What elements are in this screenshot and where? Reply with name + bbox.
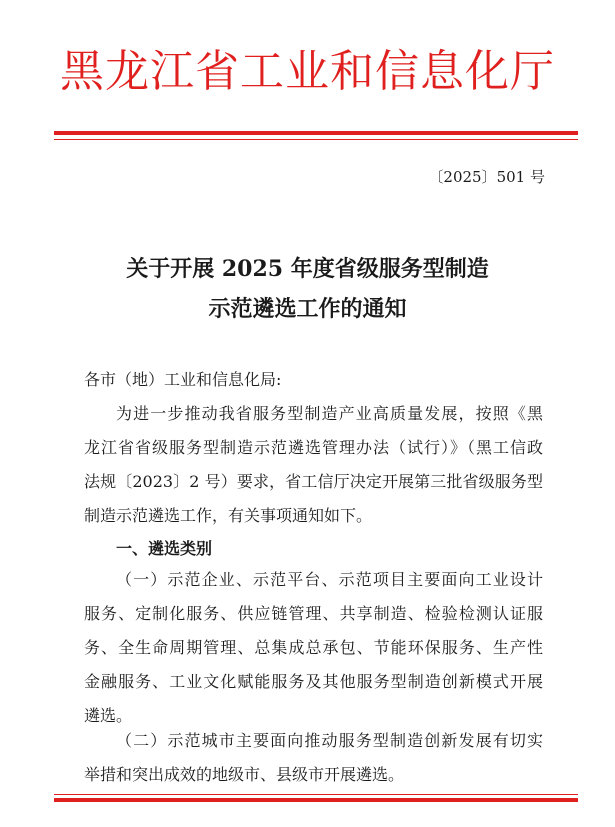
item-1-line: 服务、定制化服务、供应链管理、共享制造、检验检测认证服 [84, 604, 543, 623]
intro-line: 制造示范遴选工作，有关事项通知如下。 [84, 506, 373, 525]
header-red-rule-thin [54, 139, 578, 140]
item-1-line: 金融服务、工业文化赋能服务及其他服务型制造创新模式开展 [84, 672, 543, 691]
notice-title-line-1: 关于开展 2025 年度省级服务型制造 [126, 256, 489, 282]
footer-red-rule-thin [54, 794, 578, 795]
section-heading-1: 一、遴选类别 [116, 539, 213, 558]
agency-header: 黑龙江省工业和信息化厅 [60, 46, 555, 97]
item-2-line: 举措和突出成效的地级市、县级市开展遴选。 [84, 765, 405, 784]
item-1-line: 务、全生命周期管理、总集成总承包、节能环保服务、生产性 [84, 638, 543, 657]
document-number: 〔2025〕501 号 [428, 168, 545, 186]
salutation: 各市（地）工业和信息化局: [84, 370, 282, 389]
header-red-rule-thick [54, 131, 578, 135]
item-2-line: （二）示范城市主要面向推动服务型制造创新发展有切实 [116, 731, 543, 750]
item-1-line: 遴选。 [84, 706, 133, 725]
intro-line: 龙江省省级服务型制造示范遴选管理办法（试行）》（黑工信政 [84, 438, 543, 457]
intro-line: 法规〔2023〕2 号）要求，省工信厅决定开展第三批省级服务型 [84, 472, 543, 491]
footer-red-rule-thick [54, 798, 578, 802]
intro-line: 为进一步推动我省服务型制造产业高质量发展，按照《黑 [116, 404, 543, 423]
item-1-line: （一）示范企业、示范平台、示范项目主要面向工业设计 [116, 570, 543, 589]
notice-title-line-2: 示范遴选工作的通知 [208, 296, 407, 322]
